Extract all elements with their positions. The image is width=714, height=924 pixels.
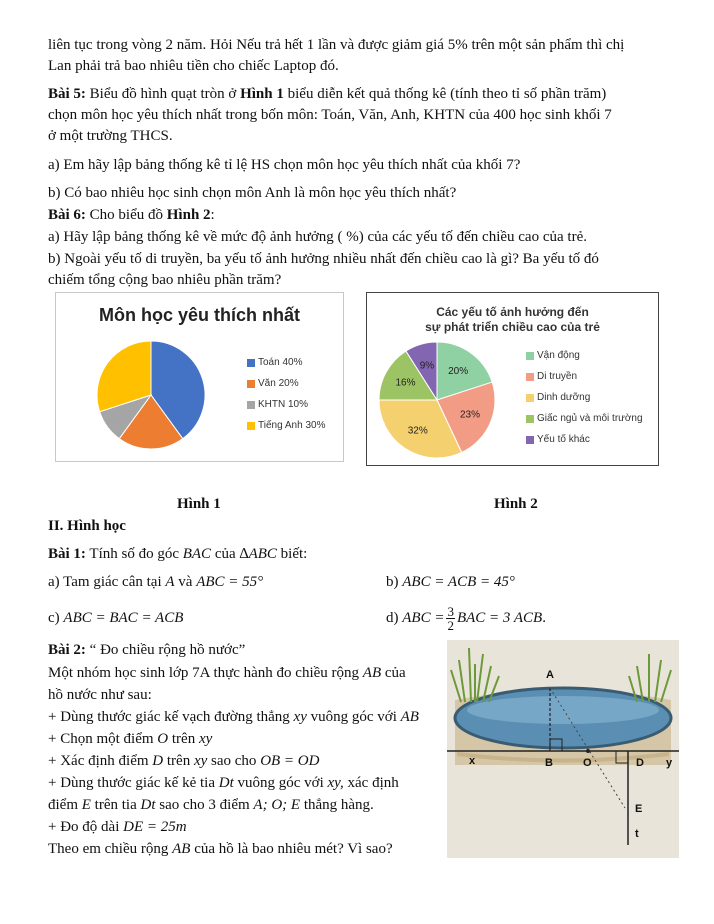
- bai2-line-9: [48, 839, 448, 860]
- legend-label: Yếu tố khác: [537, 434, 590, 445]
- bai2-l6-post: xác định: [343, 775, 399, 791]
- label-d: D: [636, 757, 644, 769]
- geo-case-b-eq: ABC = ACB = 45°: [402, 574, 515, 590]
- legend-swatch: [526, 436, 534, 444]
- pie-slice-label: 20%: [448, 365, 469, 377]
- geo-bai1: [48, 544, 684, 565]
- pie-slice-label: 23%: [459, 409, 481, 421]
- legend-label: KHTN 10%: [258, 399, 309, 410]
- lake-diagram: [447, 640, 679, 858]
- bai2-l3-pre: + Dùng thước giác kế vạch đường thẳng: [48, 709, 294, 725]
- bai2-line-6: [48, 773, 448, 794]
- bai2-l4-pre: + Chọn một điểm: [48, 731, 158, 747]
- chart-1: [55, 292, 344, 462]
- geo-case-d-eq2: BAC = 3 ACB: [456, 610, 543, 626]
- bai2-l3-ab: AB: [400, 709, 419, 725]
- geo-case-d-numerator: 3: [447, 604, 454, 620]
- legend-item: [526, 408, 643, 429]
- bai2-l3-xy: xy: [293, 709, 307, 725]
- legend-item: [247, 394, 325, 415]
- label-e: E: [635, 803, 643, 815]
- legend-swatch: [526, 415, 534, 423]
- bai5-text1: Biểu đồ hình quạt tròn ở: [85, 86, 241, 102]
- geo-case-a-and: và: [174, 574, 197, 590]
- bai2-line-8: [48, 817, 448, 838]
- bai2-l5-d: D: [152, 753, 164, 769]
- legend-item: [526, 366, 643, 387]
- chart-2-title-line-2: sự phát triển chiều cao của trẻ: [425, 320, 600, 334]
- legend-item: [247, 415, 325, 436]
- bai6-question-a: a) Hãy lập bảng thống kê về mức độ ảnh hưởng ( %) của các yếu tố đến chiều cao của trẻ.: [48, 229, 587, 245]
- label-b: B: [545, 757, 553, 769]
- geo-case-a-pre: a) Tam giác cân tại: [48, 574, 166, 590]
- bai6-line-1: [48, 205, 684, 226]
- chart-1-title: Môn học yêu thích nhất: [99, 305, 300, 325]
- bai2-title-line: [48, 640, 448, 661]
- pie-slice-label: 9%: [419, 360, 435, 372]
- caption-hinh-2: Hình 2: [494, 496, 538, 512]
- geo-bai1-end: biết:: [276, 546, 308, 562]
- bai2-l1-pre: Một nhóm học sinh lớp 7A thực hành đo chiều rộng: [48, 665, 363, 681]
- bai2-l7-mid: trên tia: [90, 797, 141, 813]
- bai5-line-2: chọn môn học yêu thích nhất trong bốn môn: Toán, Văn, Anh, KHTN của 400 học sinh khối 7: [48, 107, 612, 123]
- bai2-l4-xy: xy: [198, 731, 213, 747]
- bai5-text2: biểu diễn kết quả thống kê (tính theo tỉ số phần trăm): [283, 86, 607, 102]
- bai2-l1-ab: AB: [362, 665, 382, 681]
- geo-bai1-of: của: [211, 546, 240, 562]
- bai2-line-2: hồ nước như sau:: [48, 687, 152, 703]
- geo-case-a: [48, 572, 378, 593]
- geo-case-d-dot: .: [542, 610, 546, 626]
- label-t: t: [635, 828, 639, 840]
- bai2-l8-pre: + Đo độ dài: [48, 819, 124, 835]
- legend-label: Vận động: [537, 350, 580, 361]
- legend-label: Giấc ngủ và môi trường: [537, 413, 643, 424]
- point-o: [586, 749, 590, 753]
- legend-item: [247, 352, 325, 373]
- legend-swatch: [247, 359, 255, 367]
- bai2-l4-o: O: [157, 731, 169, 747]
- bai5-line-1: [48, 84, 684, 105]
- legend-swatch: [526, 394, 534, 402]
- geo-case-c: [48, 608, 378, 629]
- bai6-label: Bài 6:: [48, 207, 86, 223]
- bai6-colon: :: [210, 207, 215, 223]
- legend-label: Toán 40%: [258, 357, 303, 368]
- geo-bai1-label: Bài 1:: [48, 546, 86, 562]
- bai6-question-b-2: chiếm tổng cộng bao nhiêu phần trăm?: [48, 272, 282, 288]
- label-y: y: [666, 757, 673, 769]
- chart-2-legend: [526, 345, 643, 450]
- bai6-question-b-1: b) Ngoài yếu tố di truyền, ba yếu tố ảnh hưởng nhiều nhất đến chiều cao là gì? Ba yếu tố đó: [48, 251, 599, 267]
- pie-slice-label: 32%: [407, 425, 428, 437]
- caption-hinh-1: Hình 1: [177, 496, 221, 512]
- bai2-l9-pre: Theo em chiều rộng: [48, 841, 173, 857]
- bai2-title: “ Đo chiều rộng hồ nước”: [85, 642, 246, 658]
- label-o: O: [583, 757, 592, 769]
- bai5-line-3: ở một trường THCS.: [48, 128, 173, 144]
- chart-1-legend: [247, 352, 325, 436]
- geo-case-b-pre: b): [386, 574, 403, 590]
- legend-swatch: [247, 401, 255, 409]
- bai2-l5-post: sao cho: [207, 753, 261, 769]
- bai6-hinh: Hình 2: [166, 207, 211, 223]
- geo-case-a-eq: ABC = 55°: [196, 574, 264, 590]
- legend-item: [526, 387, 643, 408]
- bai2-l5-eq: OB = OD: [260, 753, 320, 769]
- bai5-label: Bài 5:: [48, 86, 86, 102]
- bai2-l6-xy: xy,: [327, 775, 344, 791]
- bai2-line-3: [48, 707, 448, 728]
- geo-case-c-eq: ABC = BAC = ACB: [63, 610, 184, 626]
- bai2-l7-points: A; O; E: [253, 797, 301, 813]
- geo-case-d-pre: d): [386, 610, 403, 626]
- bai2-l7-dt: Dt: [140, 797, 156, 813]
- geo-case-d-fraction: [446, 605, 455, 632]
- geo-bai1-text: Tính số đo góc: [85, 546, 183, 562]
- legend-label: Văn 20%: [258, 378, 299, 389]
- label-a: A: [546, 669, 554, 681]
- section-heading-hinh-hoc: II. Hình học: [48, 518, 126, 534]
- bai2-line-7: [48, 795, 448, 816]
- bai2-l9-post: của hồ là bao nhiêu mét? Vì sao?: [190, 841, 393, 857]
- bai2-l3-mid: vuông góc với: [306, 709, 401, 725]
- bai2-line-5: [48, 751, 448, 772]
- bai2-l7-pre: điểm: [48, 797, 82, 813]
- bai2-line-4: [48, 729, 448, 750]
- legend-label: Di truyền: [537, 371, 578, 382]
- legend-item: [526, 345, 643, 366]
- geo-bai1-angle: BAC: [182, 546, 212, 562]
- bai2-l6-pre: + Dùng thước giác kế kẻ tia: [48, 775, 219, 791]
- bai5-question-a: a) Em hãy lập bảng thống kê tỉ lệ HS chọn môn học yêu thích nhất của khối 7?: [48, 157, 521, 173]
- legend-label: Tiếng Anh 30%: [258, 420, 326, 431]
- legend-swatch: [247, 380, 255, 388]
- bai2-label: Bài 2:: [48, 642, 86, 658]
- legend-swatch: [247, 422, 255, 430]
- geo-case-a-vertex: A: [165, 574, 175, 590]
- bai2-l1-post: của: [381, 665, 406, 681]
- geo-case-d-denominator: 2: [447, 618, 454, 634]
- legend-item: [526, 429, 643, 450]
- legend-item: [247, 373, 325, 394]
- legend-swatch: [526, 352, 534, 360]
- chart-2-title-line-1: Các yếu tố ảnh hưởng đến: [436, 305, 589, 319]
- bai2-l8-eq: DE = 25m: [123, 819, 187, 835]
- bai2-l7-end: thẳng hàng.: [300, 797, 374, 813]
- bai2-l5-pre: + Xác định điểm: [48, 753, 153, 769]
- intro-line-2: Lan phải trả bao nhiêu tiền cho chiếc Laptop đó.: [48, 58, 339, 74]
- bai6-text: Cho biểu đồ: [85, 207, 167, 223]
- bai5-question-b: b) Có bao nhiêu học sinh chọn môn Anh là môn học yêu thích nhất?: [48, 185, 457, 201]
- label-x: x: [469, 755, 476, 767]
- bai2-l5-mid: trên: [163, 753, 194, 769]
- lake-water-highlight: [467, 696, 659, 724]
- legend-swatch: [526, 373, 534, 381]
- bai2-l9-ab: AB: [172, 841, 191, 857]
- bai2-l4-mid: trên: [168, 731, 199, 747]
- legend-label: Dinh dưỡng: [537, 392, 591, 403]
- geo-case-b: [386, 572, 686, 593]
- bai2-l6-dt: Dt: [218, 775, 234, 791]
- bai2-l7-e: E: [81, 797, 91, 813]
- intro-line-1: liên tục trong vòng 2 năm. Hỏi Nếu trả hết 1 lần và được giảm giá 5% trên một sản phẩm thì chị: [48, 37, 625, 53]
- geo-case-d: [386, 599, 686, 637]
- geo-bai1-triangle: ∆ABC: [239, 546, 277, 562]
- chart-2: [366, 292, 659, 466]
- bai2-line-1: [48, 663, 448, 684]
- bai2-l7-post: sao cho 3 điểm: [155, 797, 254, 813]
- bai2-l6-mid: vuông góc với: [233, 775, 328, 791]
- geo-case-d-eq1: ABC =: [402, 610, 445, 626]
- pie-slice-label: 16%: [395, 377, 416, 389]
- bai2-l5-xy: xy: [193, 753, 208, 769]
- geo-case-c-pre: c): [48, 610, 64, 626]
- bai5-hinh: Hình 1: [240, 86, 284, 102]
